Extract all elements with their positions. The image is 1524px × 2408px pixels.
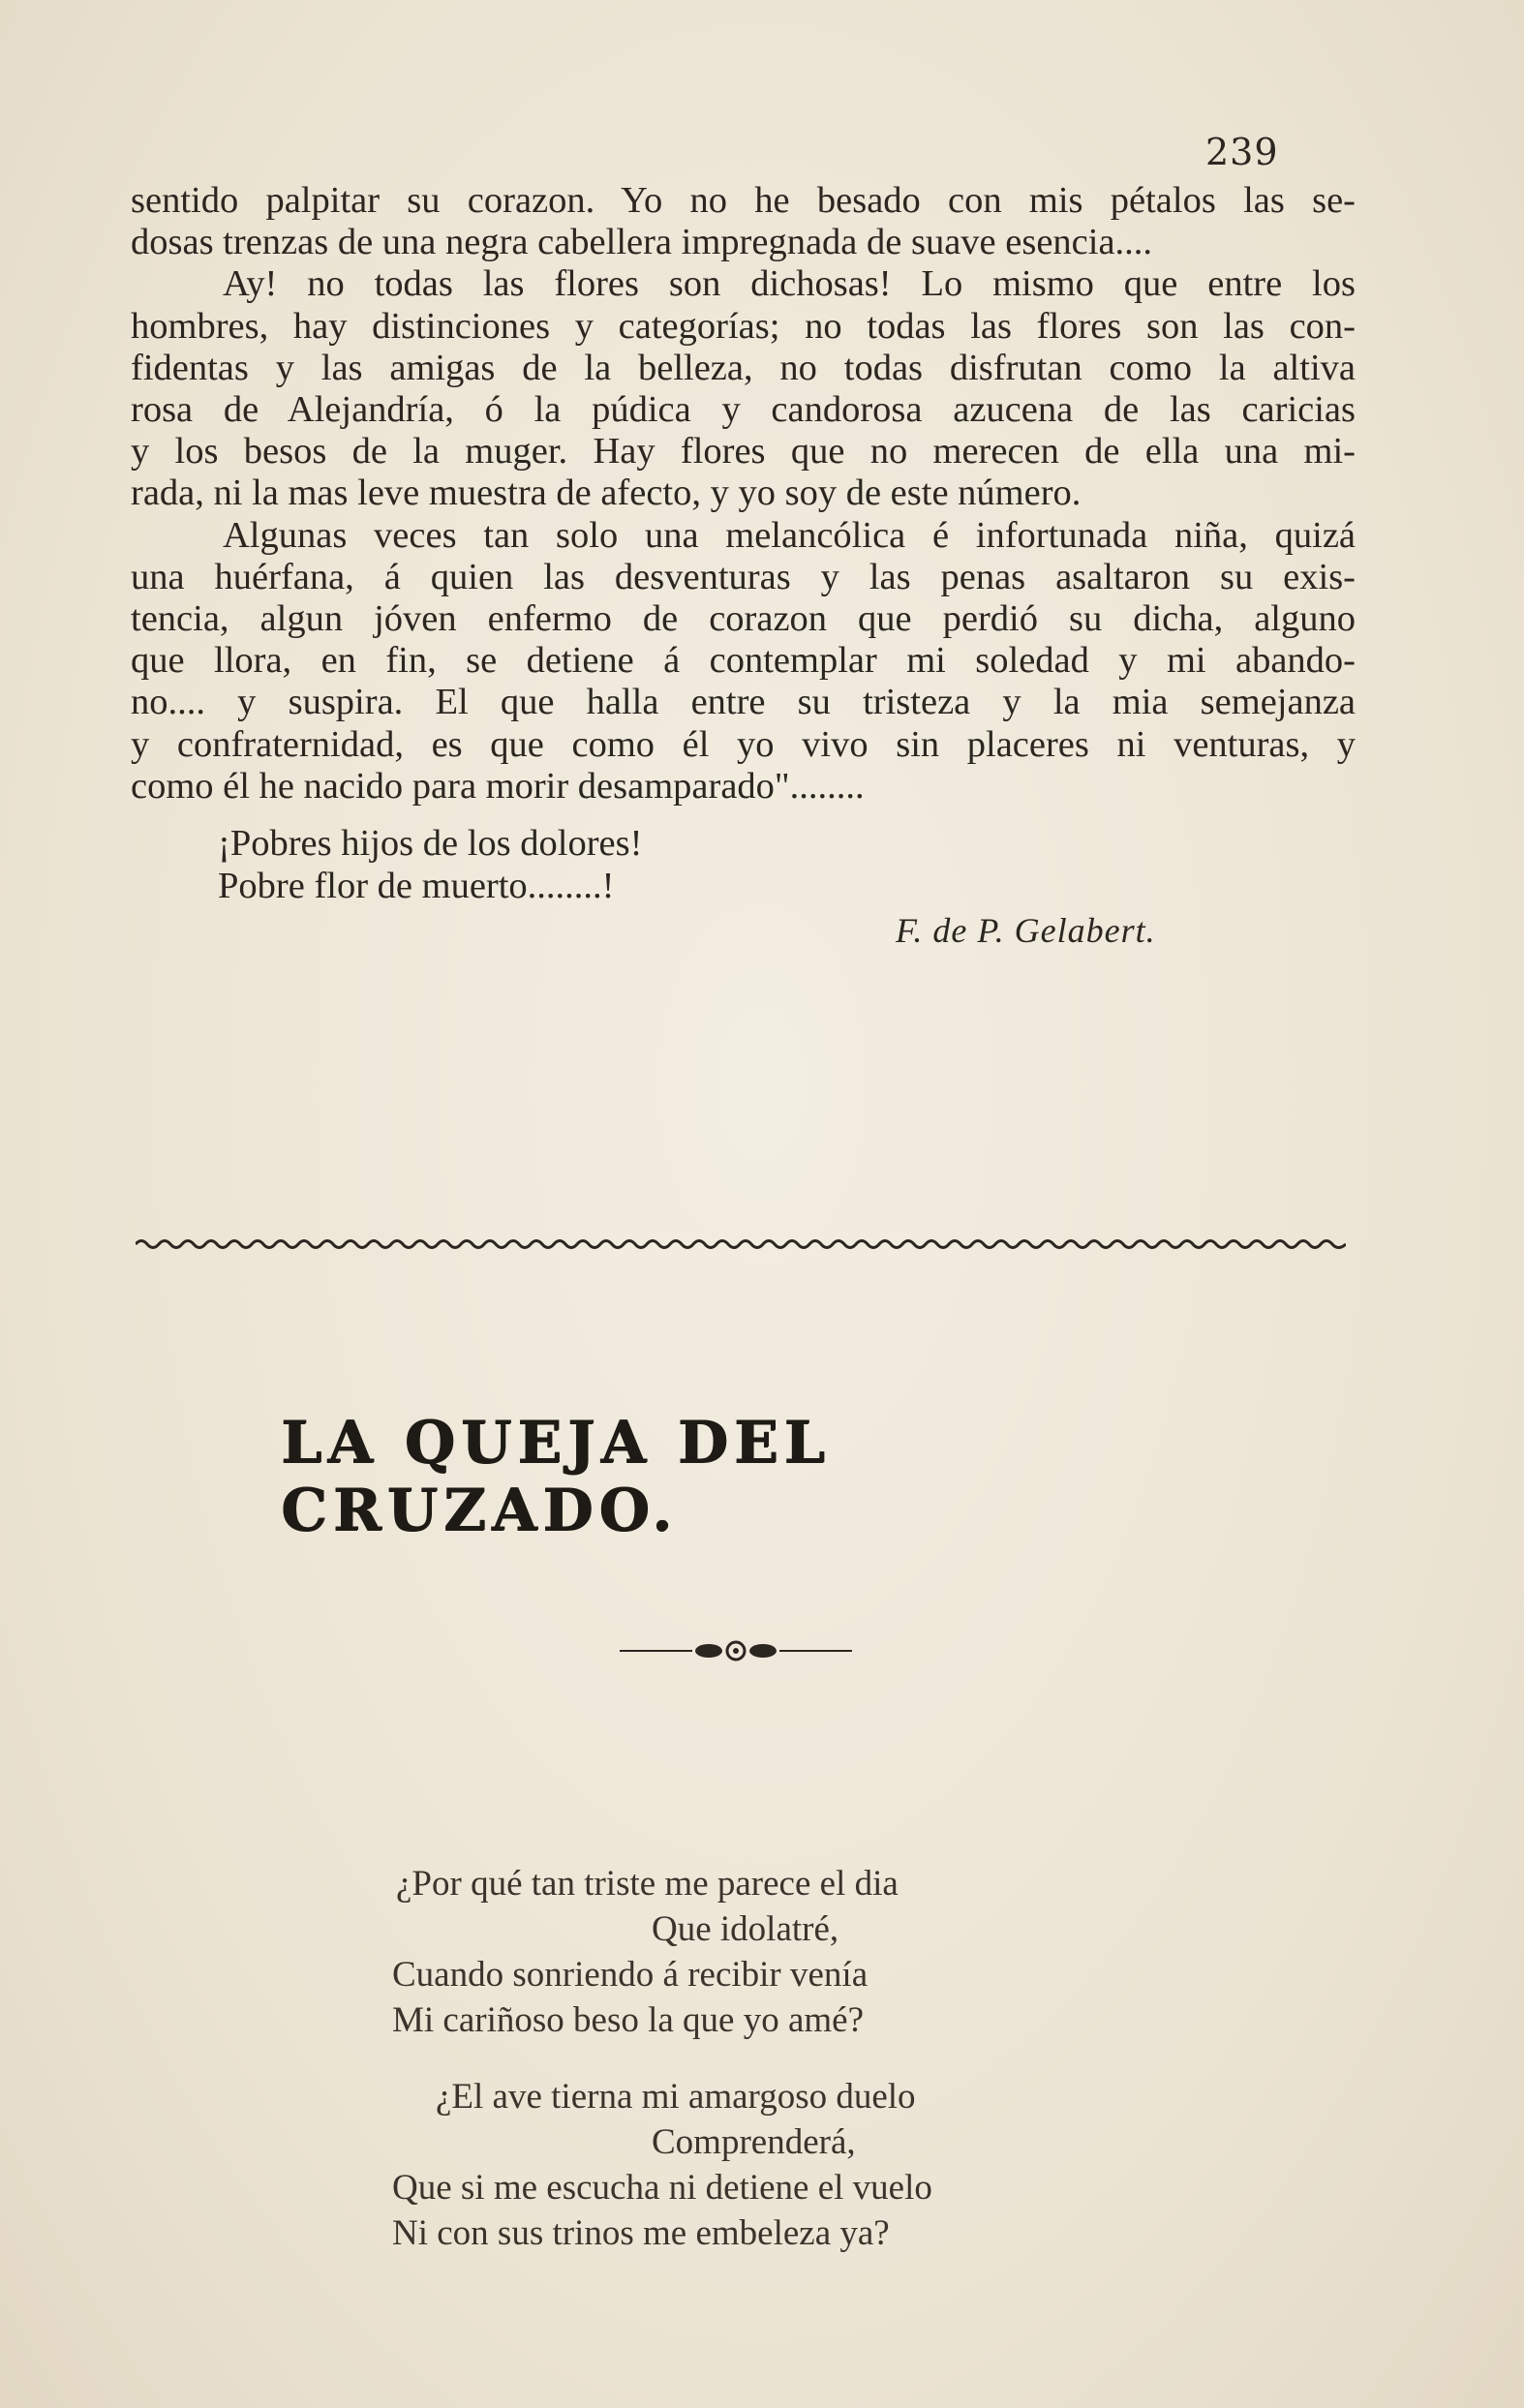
page-number: 239 <box>1205 131 1279 173</box>
verse-line: Mi cariñoso beso la que yo amé? <box>392 2000 865 2040</box>
exclamation-line: ¡Pobres hijos de los dolores! <box>218 823 643 864</box>
verse-line: Que idolatré, <box>652 1909 839 1949</box>
exclamation-line: Pobre flor de muerto........! <box>218 866 615 906</box>
verse-line: ¿Por qué tan triste me parece el dia <box>396 1864 899 1904</box>
verse-line: ¿El ave tierna mi amargoso duelo <box>436 2077 916 2117</box>
prose-line: que llora, en fin, se detiene á contemplar mi soledad y mi abando- <box>131 640 1356 682</box>
prose-line: rada, ni la mas leve muestra de afecto, y yo soy de este número. <box>131 472 1082 514</box>
prose-line: y confraternidad, es que como él yo vivo sin placeres ni venturas, y <box>131 723 1356 765</box>
verse-line: Que si me escucha ni detiene el vuelo <box>392 2168 932 2208</box>
prose-line: Algunas veces tan solo una melancólica é infortunada niña, quizá <box>223 514 1356 556</box>
wavy-divider-rule <box>136 1234 1346 1254</box>
prose-line: rosa de Alejandría, ó la púdica y candorosa azucena de las caricias <box>131 389 1356 431</box>
ornament-divider-icon <box>620 1636 852 1665</box>
verse-line: Ni con sus trinos me embeleza ya? <box>392 2213 890 2253</box>
prose-line: no.... y suspira. El que halla entre su tristeza y la mia semejanza <box>131 682 1356 723</box>
prose-line: sentido palpitar su corazon. Yo no he besado con mis pétalos las se- <box>131 180 1356 221</box>
prose-line: como él he nacido para morir desamparado"........ <box>131 765 865 807</box>
verse-line: Comprenderá, <box>652 2122 856 2162</box>
prose-line: dosas trenzas de una negra cabellera impregnada de suave esencia.... <box>131 222 1153 263</box>
poem-title: LA QUEJA DEL CRUZADO. <box>281 1409 831 1544</box>
poem-stanza <box>392 2074 932 2256</box>
author-signature: F. de P. Gelabert. <box>896 911 1156 950</box>
verse-line: Cuando sonriendo á recibir venía <box>392 1955 869 1995</box>
prose-line: una huérfana, á quien las desventuras y las penas asaltaron su exis- <box>131 556 1356 597</box>
prose-line: tencia, algun jóven enfermo de corazon que perdió su dicha, alguno <box>131 598 1356 640</box>
prose-line: hombres, hay distinciones y categorías; no todas las flores son las con- <box>131 305 1356 347</box>
prose-line: y los besos de la muger. Hay flores que no merecen de ella una mi- <box>131 431 1356 472</box>
prose-body <box>131 180 1356 808</box>
poem-stanza <box>392 1861 899 2043</box>
prose-line: fidentas y las amigas de la belleza, no todas disfrutan como la altiva <box>131 347 1356 388</box>
prose-line: Ay! no todas las flores son dichosas! Lo mismo que entre los <box>223 263 1356 305</box>
